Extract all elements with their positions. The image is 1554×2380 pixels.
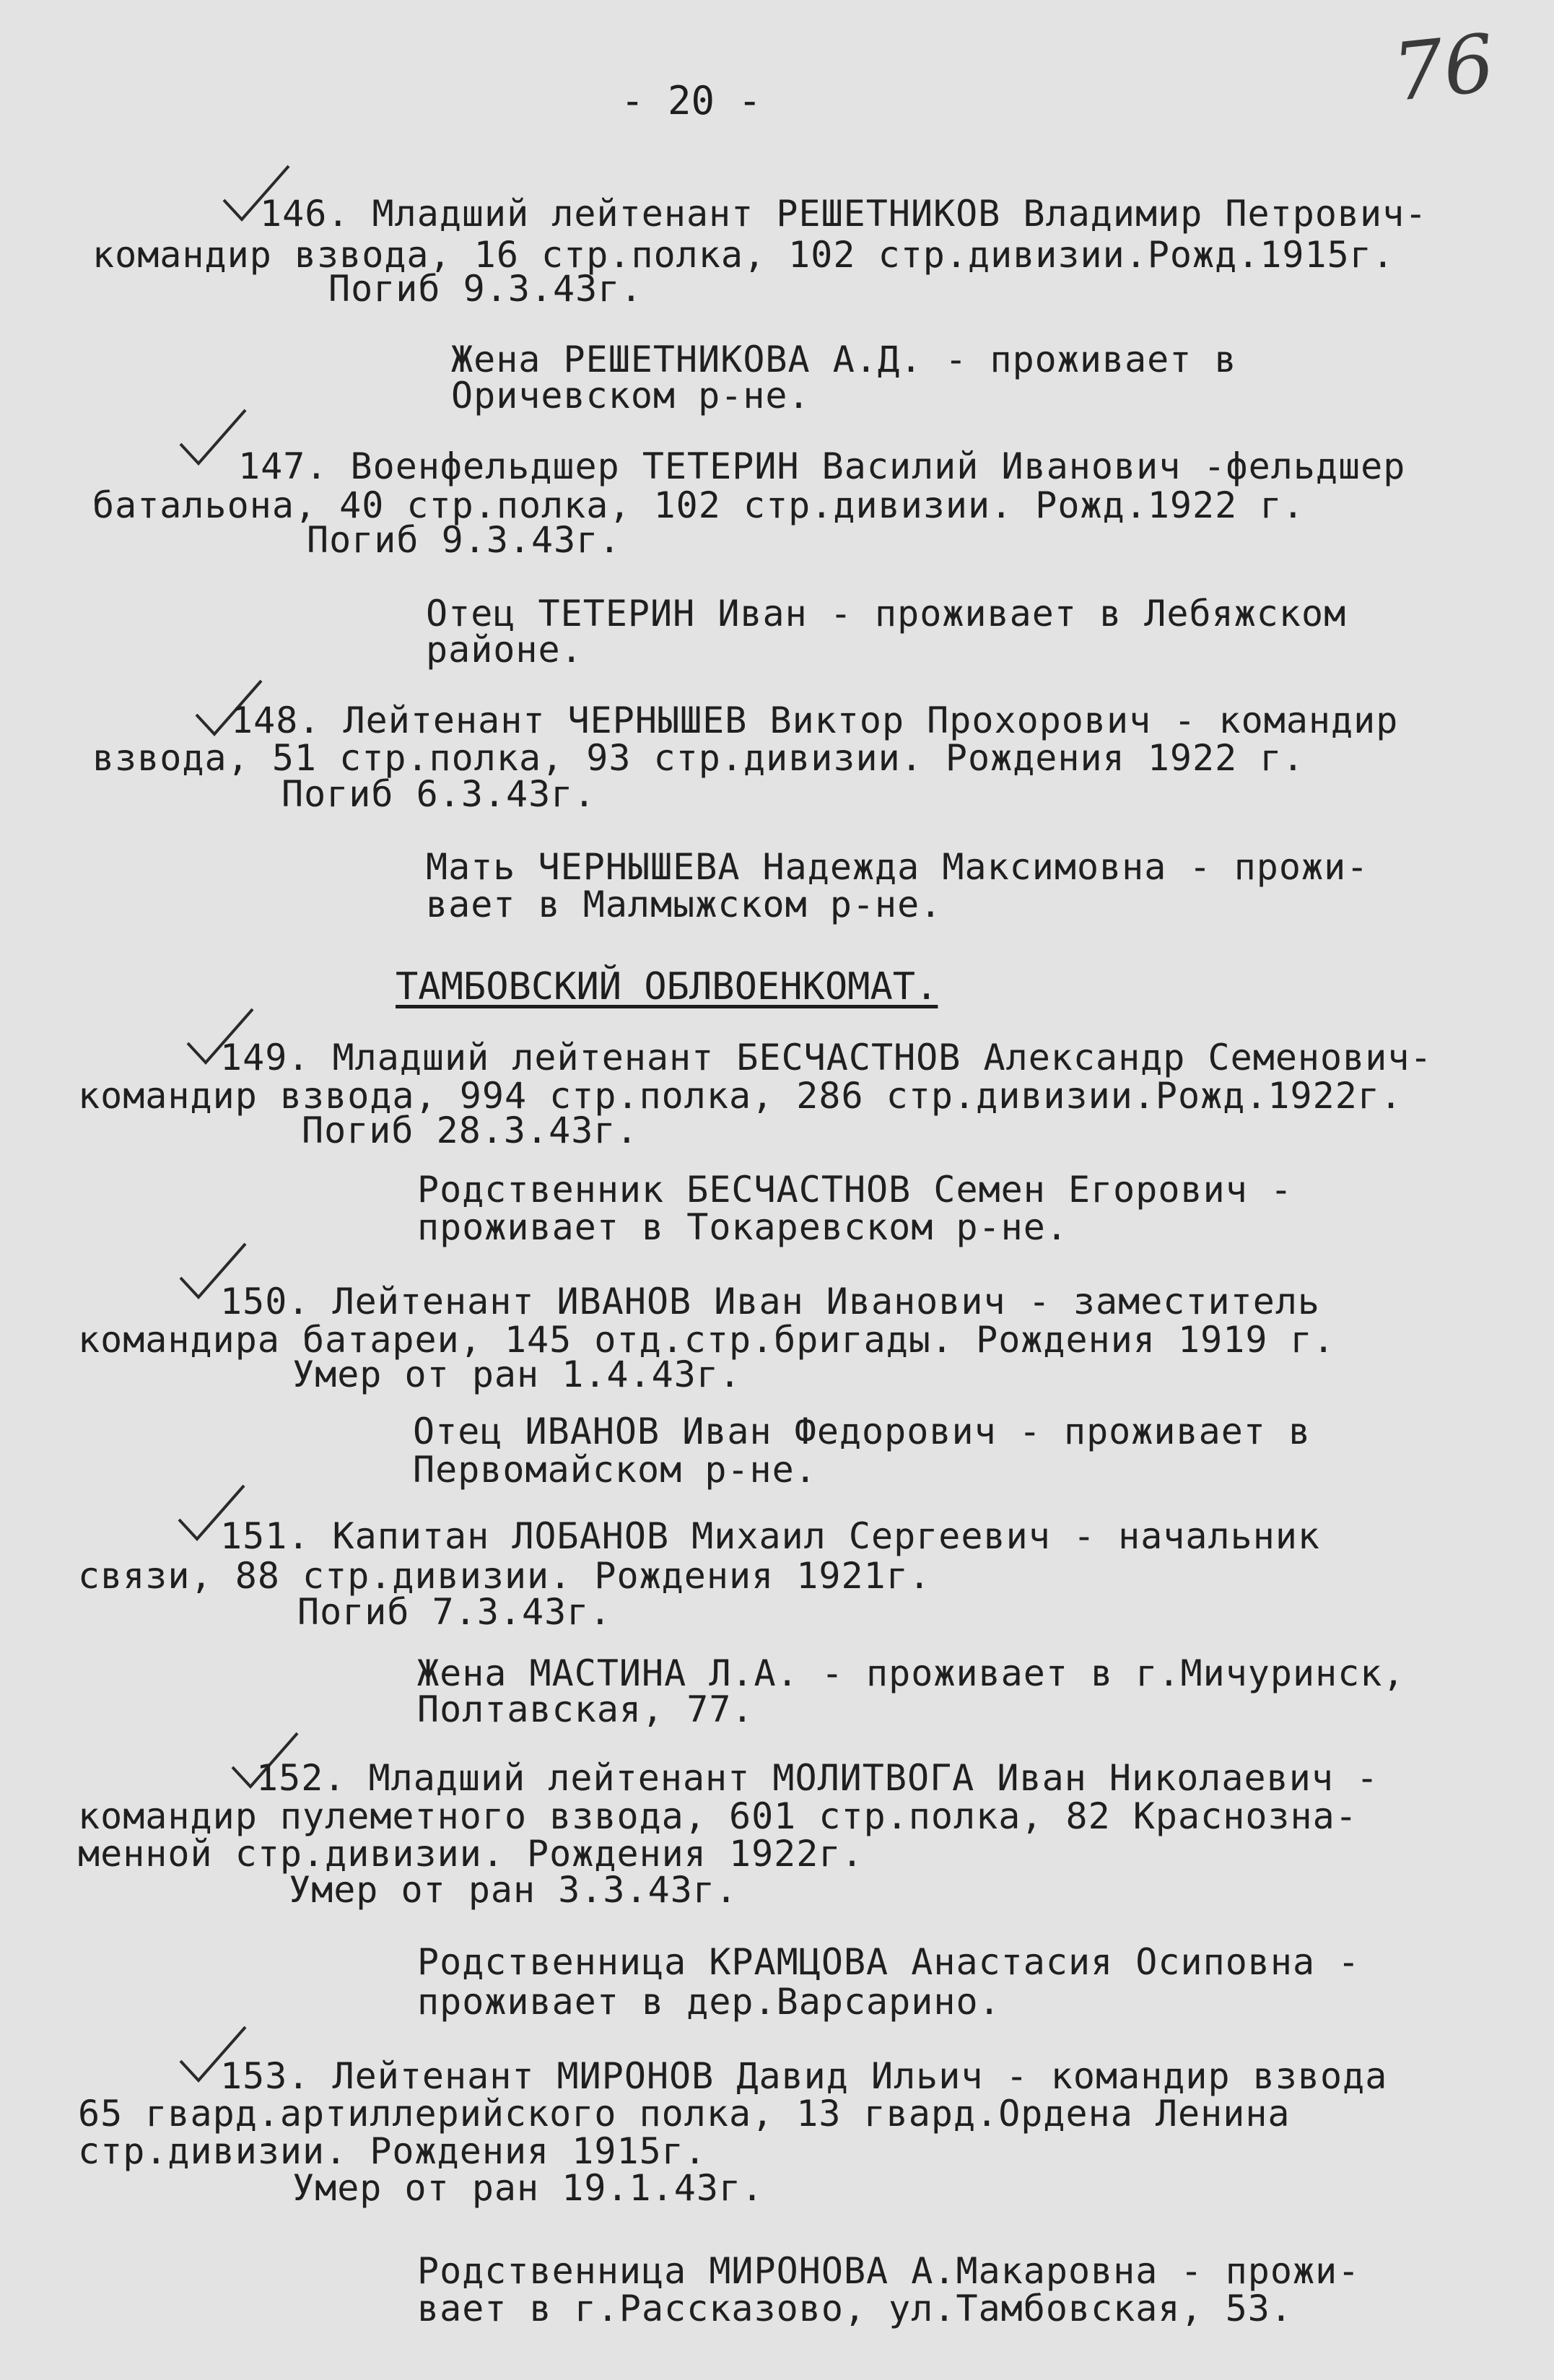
entry-153-line-4: Умер от ран 19.1.43г. xyxy=(292,2167,764,2209)
entry-150-line-3: Умер от ран 1.4.43г. xyxy=(292,1354,742,1395)
entry-151-relative-1: Жена МАСТИНА Л.А. - проживает в г.Мичуринск, xyxy=(417,1652,1405,1694)
archive-number-handwritten: 76 xyxy=(1388,17,1499,119)
entry-149-line-2: командир взвода, 994 стр.полка, 286 стр.дивизии.Рожд.1922г. xyxy=(78,1075,1403,1117)
entry-152-line-3: менной стр.дивизии. Рождения 1922г. xyxy=(78,1833,864,1875)
entry-152-line-1: 152. Младший лейтенант МОЛИТВОГА Иван Николаевич - xyxy=(256,1757,1379,1799)
entry-147-line-1: 147. Военфельдшер ТЕТЕРИН Василий Иванович -фельдшер xyxy=(238,445,1406,487)
entry-151-line-2: связи, 88 стр.дивизии. Рождения 1921г. xyxy=(78,1555,931,1597)
entry-146-relative-2: Оричевском р-не. xyxy=(451,375,811,417)
entry-151-line-1: 151. Капитан ЛОБАНОВ Михаил Сергеевич - начальник xyxy=(220,1515,1321,1557)
entry-148-line-3: Погиб 6.3.43г. xyxy=(281,773,596,815)
entry-151-line-3: Погиб 7.3.43г. xyxy=(297,1591,612,1633)
entry-152-line-2: командир пулеметного взвода, 601 стр.полка, 82 Краснозна- xyxy=(78,1795,1358,1837)
entry-147-line-3: Погиб 9.3.43г. xyxy=(307,519,621,561)
entry-153-relative-1: Родственница МИРОНОВА А.Макаровна - прожи- xyxy=(417,2250,1361,2292)
entry-146-line-3: Погиб 9.3.43г. xyxy=(328,268,643,310)
entry-147-relative-1: Отец ТЕТЕРИН Иван - проживает в Лебяжском xyxy=(426,593,1347,635)
entry-149-line-1: 149. Младший лейтенант БЕСЧАСТНОВ Александр Семенович- xyxy=(220,1037,1433,1078)
entry-147-line-2: батальона, 40 стр.полка, 102 стр.дивизии. Рожд.1922 г. xyxy=(92,484,1305,526)
entry-148-relative-1: Мать ЧЕРНЫШЕВА Надежда Максимовна - прожи- xyxy=(426,846,1369,888)
entry-146-line-1: 146. Младший лейтенант РЕШЕТНИКОВ Владимир Петрович- xyxy=(260,193,1428,235)
entry-150-relative-1: Отец ИВАНОВ Иван Федорович - проживает в xyxy=(413,1411,1311,1452)
entry-149-line-3: Погиб 28.3.43г. xyxy=(302,1110,639,1151)
entry-152-relative-1: Родственница КРАМЦОВА Анастасия Осиповна - xyxy=(417,1941,1361,1983)
entry-152-line-4: Умер от ран 3.3.43г. xyxy=(289,1869,738,1911)
entry-153-line-1: 153. Лейтенант МИРОНОВ Давид Ильич - командир взвода xyxy=(220,2055,1388,2097)
entry-149-relative-2: проживает в Токаревском р-не. xyxy=(417,1206,1068,1248)
entry-150-line-2: командира батареи, 145 отд.стр.бригады. Рождения 1919 г. xyxy=(78,1319,1335,1361)
entry-147-relative-2: районе. xyxy=(426,629,583,671)
entry-148-relative-2: вает в Малмыжском р-не. xyxy=(426,884,943,925)
entry-151-relative-2: Полтавская, 77. xyxy=(417,1688,754,1730)
entry-146-relative-1: Жена РЕШЕТНИКОВА А.Д. - проживает в xyxy=(451,339,1237,380)
entry-150-line-1: 150. Лейтенант ИВАНОВ Иван Иванович - заместитель xyxy=(220,1281,1321,1322)
entry-153-line-3: стр.дивизии. Рождения 1915г. xyxy=(78,2130,707,2172)
entry-148-line-1: 148. Лейтенант ЧЕРНЫШЕВ Виктор Прохорович - командир xyxy=(231,699,1399,741)
entry-148-line-2: взвода, 51 стр.полка, 93 стр.дивизии. Рождения 1922 г. xyxy=(92,737,1305,779)
entry-149-relative-1: Родственник БЕСЧАСТНОВ Семен Егорович - xyxy=(417,1169,1293,1211)
entry-146-line-2: командир взвода, 16 стр.полка, 102 стр.дивизии.Рожд.1915г. xyxy=(92,234,1394,276)
section-heading: ТАМБОВСКИЙ ОБЛВОЕНКОМАТ. xyxy=(396,965,938,1008)
entry-150-relative-2: Первомайском р-не. xyxy=(413,1449,817,1491)
entry-152-relative-2: проживает в дер.Варсарино. xyxy=(417,1981,1001,2023)
page-number: - 20 - xyxy=(621,78,762,123)
entry-153-relative-2: вает в г.Рассказово, ул.Тамбовская, 53. xyxy=(417,2288,1293,2329)
entry-153-line-2: 65 гвард.артиллерийского полка, 13 гвард.Ордена Ленина xyxy=(78,2093,1291,2135)
